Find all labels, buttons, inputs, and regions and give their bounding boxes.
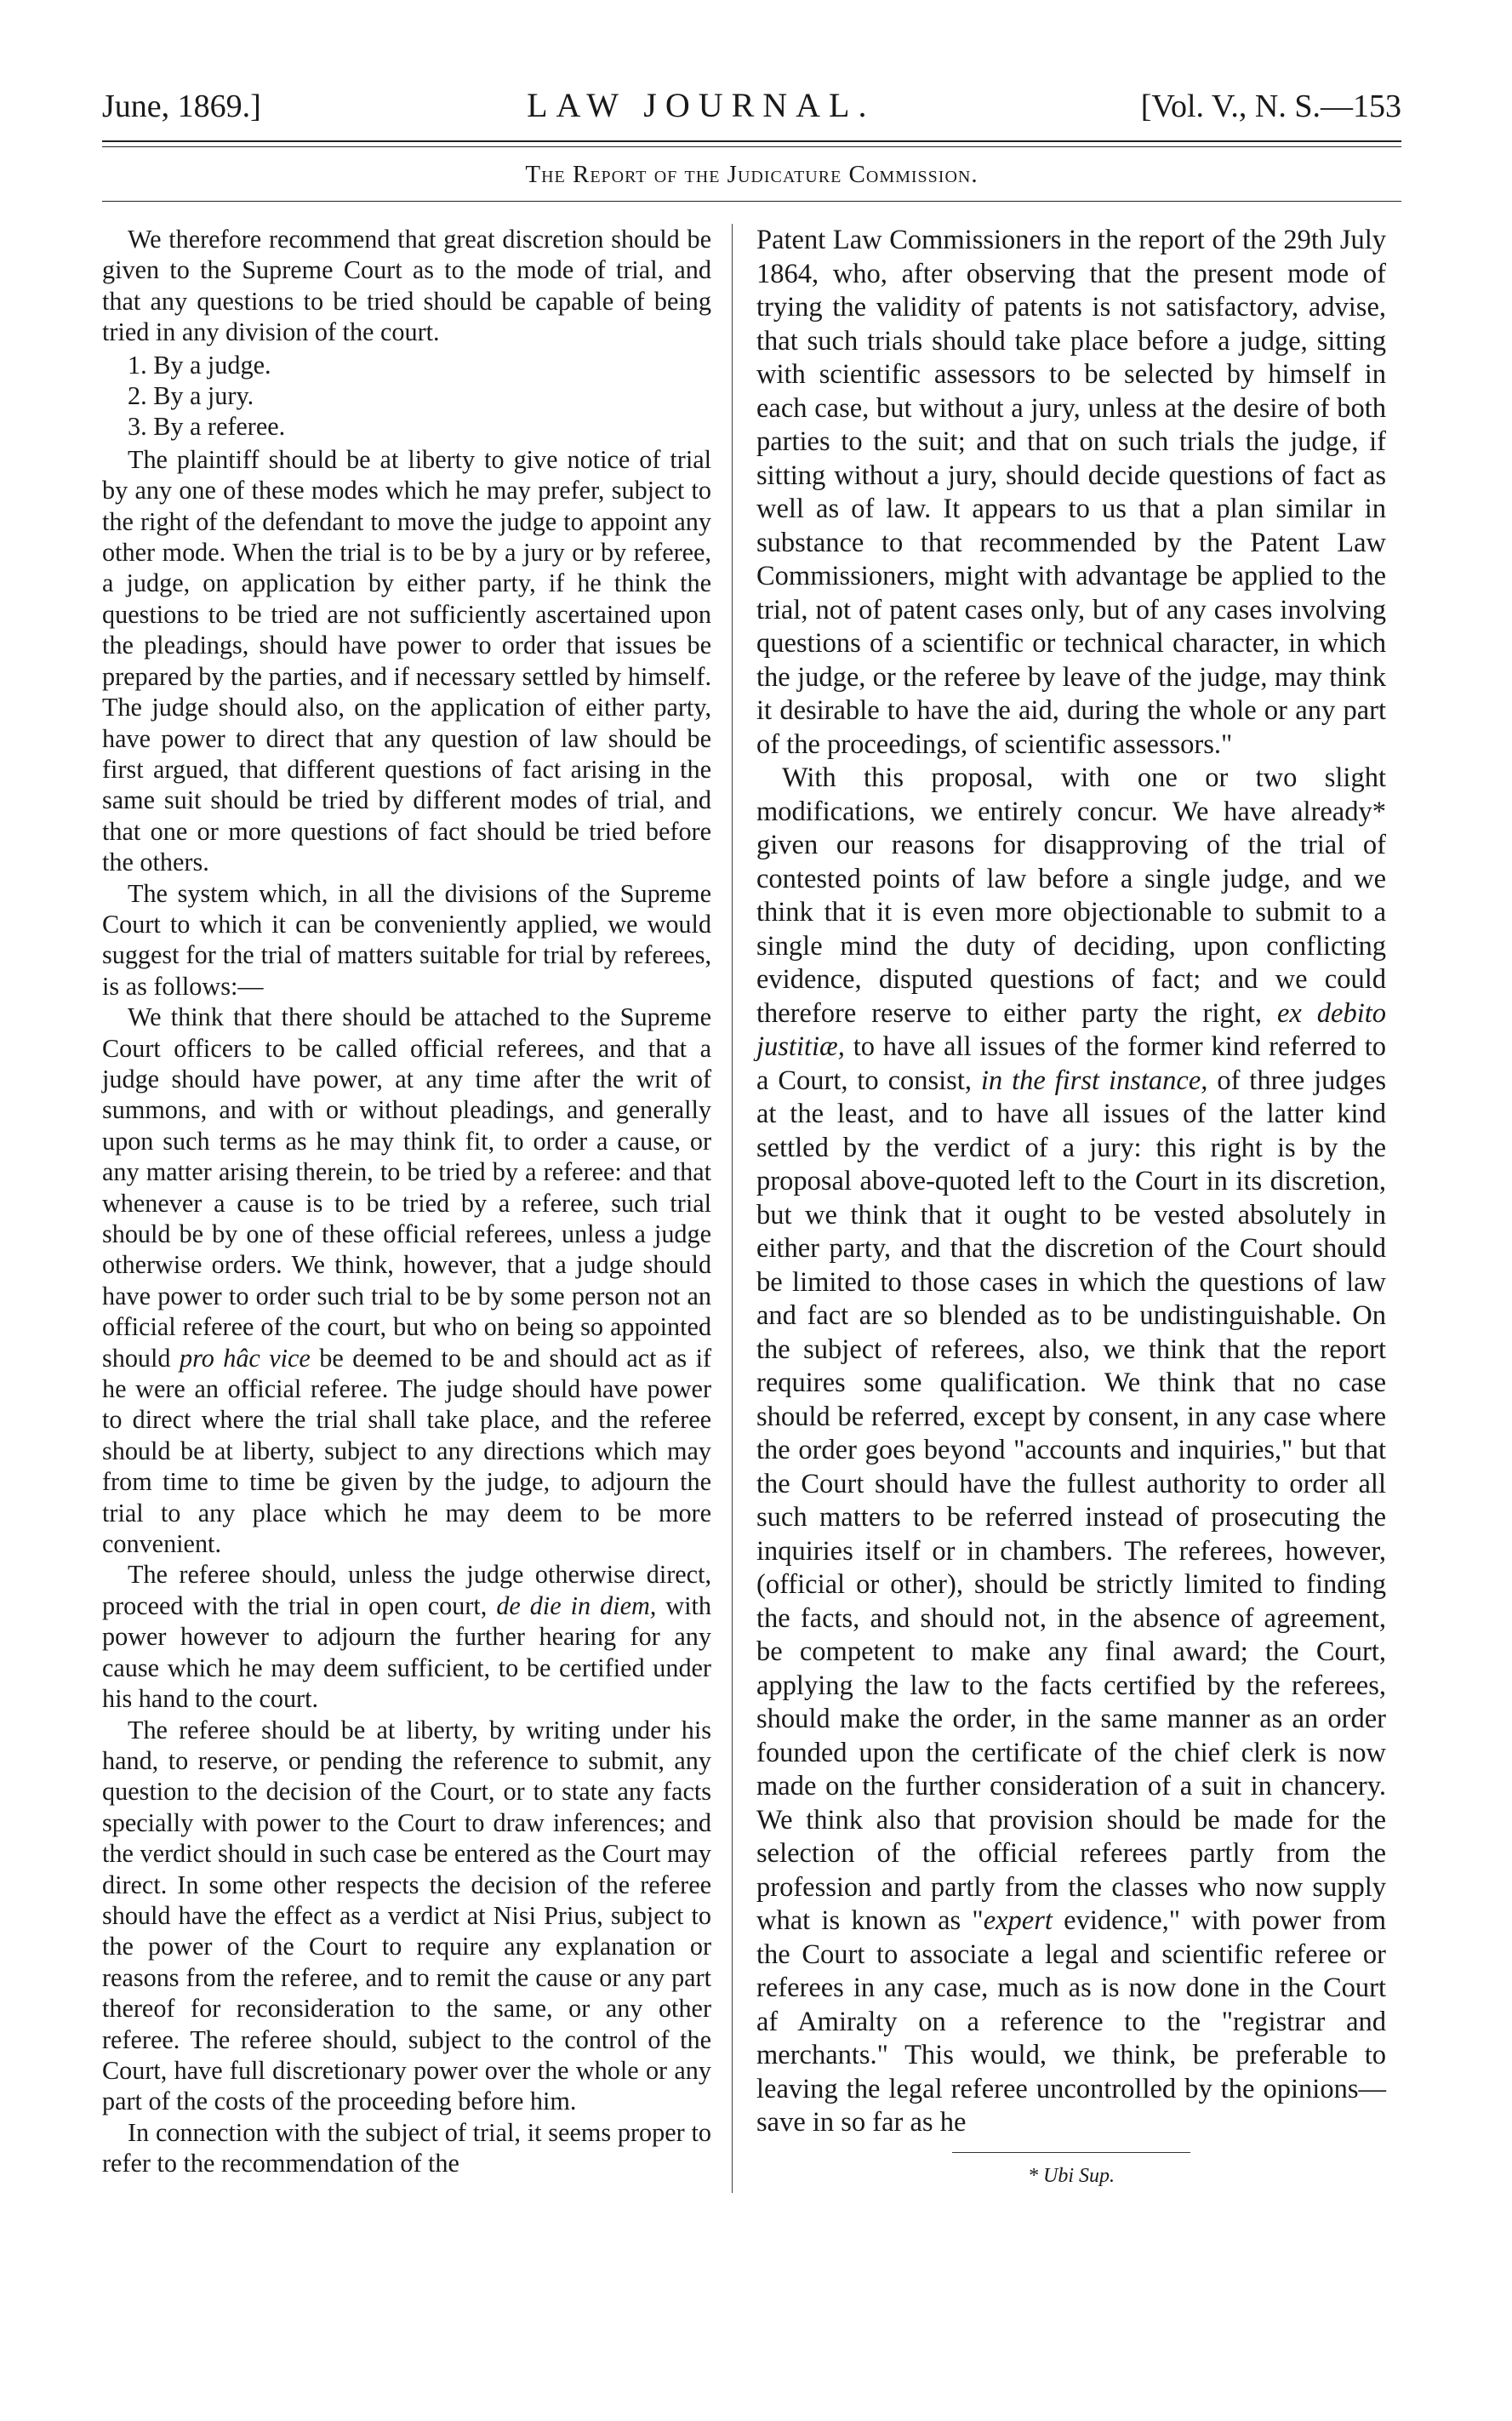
trial-modes-list	[102, 350, 711, 443]
text-run: We think that there should be attached to the Supreme Court officers to be called official referees, and that a judge should have power, at any time after the writ of summons, and with or without pleadings, and generally upon such terms as he may think fit, to order a cause, or any matter arising therein, to be tried by a referee: and that whenever a cause is to be tried by a referee, such trial should be by one of these official referees, unless a judge otherwise orders. We think, however, that a judge should have power to order such trial to be by some person not an official referee of the court, but who on being so appointed should	[102, 1002, 711, 1373]
paragraph	[756, 762, 1386, 2140]
text-run: evidence," with power from the Court to associate a legal and scientific referee or referees in any case, much as is now done in the Court af Amiralty on a reference to the "registrar and merchants." This would, we think, be preferable to leaving the legal referee uncontrolled by the opinions—save in so far as he	[756, 1905, 1386, 2138]
footnote: * Ubi Sup.	[1028, 2164, 1115, 2187]
paragraph: The referee should be at liberty, by writing under his hand, to reserve, or pending the reference to submit, any question to the decision of the Court, or to state any facts specially with power to the Court to draw inferences; and the verdict should in such case be entered as the Court may direct. In some other respects the decision of the referee should have the effect as a verdict at Nisi Prius, subject to the power of the Court to require any explanation or reasons from the referee, and to remit the cause or any part thereof for reconsideration to the same, or any other referee. The referee should, subject to the control of the Court, have full discretionary power over the whole or any part of the costs of the proceeding before him.	[102, 1715, 711, 2116]
running-head	[102, 85, 1401, 125]
paragraph: The system which, in all the divisions of the Supreme Court to which it can be conveniently applied, we would suggest for the trial of matters suitable for trial by referees, is as follows:—	[102, 878, 711, 1001]
text-run: be deemed to be and should act as if he were an official referee. The judge should have power to direct where the trial shall take place, and the referee should be at liberty, subject to any directions which may from time to time be given by the judge, to adjourn the trial to any place which he may deem to be more convenient.	[102, 1343, 712, 1559]
text-run: With this proposal, with one or two slight modifications, we entirely concur. We have already* given our reasons for disapproving of the trial of contested points of law before a single judge, and we think that it is even more objectionable to submit to a single mind the duty of deciding, upon conflicting evidence, disputed questions of fact; and we could therefore reserve to either party the right,	[756, 762, 1386, 1029]
footnote-rule	[952, 2152, 1190, 2153]
text-run: with power however to adjourn the further hearing for any cause which he may deem sufficient, to be certified under his hand to the court.	[102, 1590, 711, 1714]
paragraph	[102, 1002, 711, 1559]
paragraph: We therefore recommend that great discretion should be given to the Supreme Court as to the mode of trial, and that any questions to be tried should be capable of being tried in any division of the court.	[102, 225, 711, 347]
paragraph: In connection with the subject of trial, it seems proper to refer to the recommendation of the	[102, 2117, 711, 2178]
header-volume: [Vol. V., N. S.—153	[1140, 89, 1401, 124]
paragraph: The plaintiff should be at liberty to give notice of trial by any one of these modes which he may prefer, subject to the right of the defendant to move the judge to appoint any other mode. When the trial is to be by a jury or by referee, a judge, on application by either party, if he think the questions to be tried are not sufficiently ascertained upon the pleadings, should have power to order that issues be prepared by the parties, and if necessary settled by himself. The judge should also, on the application of either party, have power to direct that any question of law should be first argued, that different questions of fact arising in the same suit should be tried by different modes of trial, and that one or more questions of fact should be tried before the others.	[102, 444, 711, 877]
italic-phrase: pro hâc vice	[179, 1343, 311, 1373]
italic-phrase: in the first instance,	[980, 1065, 1208, 1096]
text-run: to have all issues of the former kind referred to a Court, to consist,	[756, 1031, 1387, 1096]
right-column	[732, 224, 1386, 2193]
text-run: The referee should, unless the judge otherwise direct, proceed with the trial in open court,	[102, 1560, 711, 1620]
text-columns	[102, 224, 1401, 2193]
list-item: 1. By a judge.	[128, 350, 271, 380]
header-rule	[102, 140, 1401, 147]
left-column	[102, 224, 732, 2193]
text-run: of three judges at the least, and to have all issues of the latter kind settled by the verdict of a jury: this right is by the proposal above-quoted left to the Court in its discretion, but we think that it ought to be vested absolutely in either party, and that the discretion of the Court should be limited to those cases in which the questions of law and fact are so blended as to be undistinguishable. On the subject of referees, also, we think that the report requires some qualification. We think that no case should be referred, except by consent, in any case where the order goes beyond "accounts and inquiries," but that the Court should have the fullest authority to order all such matters to be referred instead of prosecuting the inquiries itself or in chambers. The referees, however, (official or other), should be strictly limited to finding the facts, and should not, in the absence of agreement, be competent to make any final award; the Court, applying the law to the facts certified by the referees, should make the order, in the same manner as an order founded upon the certificate of the chief clerk is now made on the further consideration of a suit in chancery. We think also that provision should be made for the selection of the official referees partly from the profession and partly from the classes who now supply what is known as "	[756, 1065, 1386, 1936]
italic-phrase: de die in diem,	[496, 1590, 657, 1620]
list-item: 2. By a jury.	[128, 381, 254, 411]
paragraph: Patent Law Commissioners in the report of the 29th July 1864, who, after observing that the present mode of trying the validity of patents is not satisfactory, advise, that such trials should take place before a judge, sitting with scientific assessors to be selected by himself in each case, but without a jury, unless at the desire of both parties to the suit; and that on such trials the judge, if sitting without a jury, should decide questions of fact as well as of law. It appears to us that a plan similar in substance to that recommended by the Patent Law Commissioners, might with advantage be applied to the trial, not of patent cases only, but of any cases involving questions of a scientific or technical character, in which the judge, or the referee by leave of the judge, may think it desirable to have the aid, during the whole or any part of the proceedings, of scientific assessors."	[756, 225, 1386, 760]
section-rule	[102, 201, 1401, 202]
header-journal-title: LAW JOURNAL.	[527, 86, 876, 124]
italic-phrase: ex debito justitiæ,	[756, 997, 1386, 1062]
list-item: 3. By a referee.	[128, 412, 286, 442]
section-title: The Report of the Judicature Commission.	[525, 161, 979, 188]
header-date: June, 1869.]	[102, 89, 261, 124]
italic-phrase: expert	[983, 1905, 1053, 1936]
paragraph	[102, 1559, 711, 1714]
